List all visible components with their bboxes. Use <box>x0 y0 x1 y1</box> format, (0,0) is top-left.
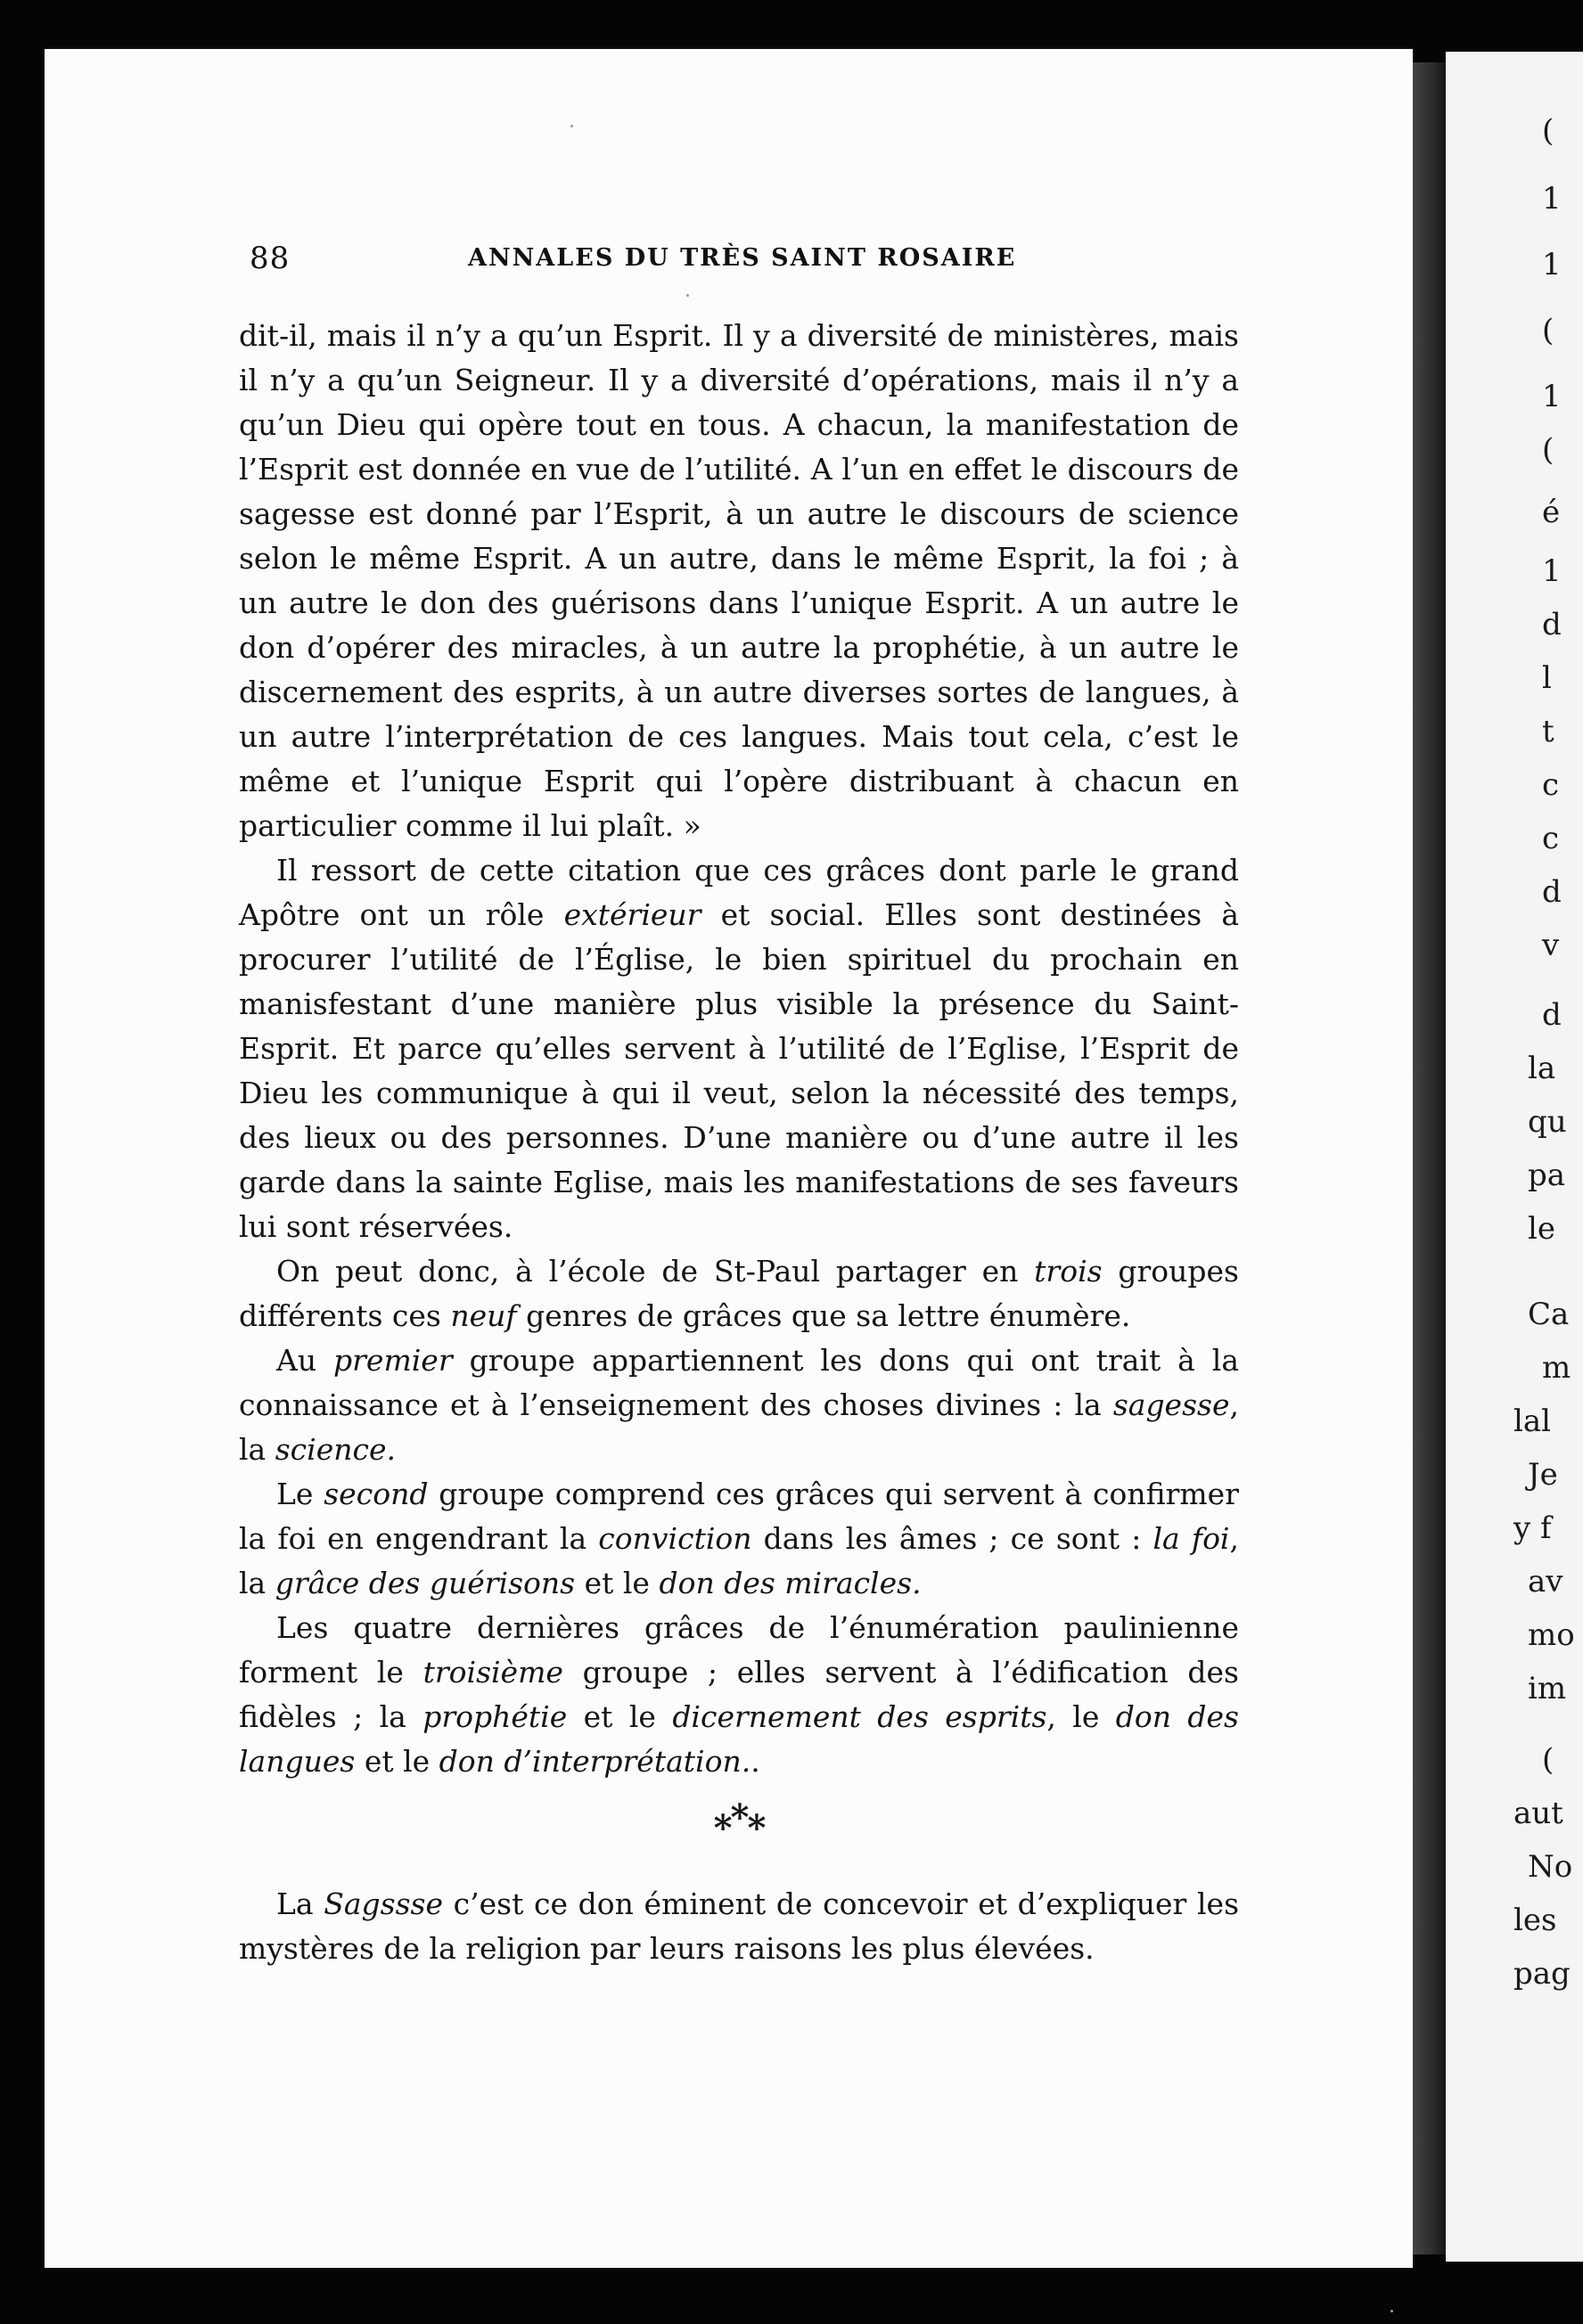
facing-page-fragment: 1 <box>1542 247 1562 282</box>
running-title: ANNALES DU TRÈS SAINT ROSAIRE <box>468 244 1017 272</box>
text-segment: et le <box>567 1699 673 1734</box>
italic-text: la foi <box>1152 1521 1230 1556</box>
facing-page-fragment: 1 <box>1542 553 1562 589</box>
facing-page-fragment: d <box>1542 997 1562 1033</box>
paragraph <box>239 848 1239 1249</box>
italic-text: dicernement des esprits <box>672 1699 1047 1734</box>
text-segment: genres de grâces que sa lettre énumère. <box>516 1298 1131 1333</box>
facing-page-fragment: ( <box>1542 113 1554 149</box>
text-segment: dit-il, mais il n’y a qu’un Esprit. Il y a diversité de ministères, mais il n’y a qu’un Seigneur. Il y a diversité d’opérations, mais il n’y a qu’un Dieu qui opère tout en tous. A chacun, la manifestation de l’Esprit est donnée en vue de l’utilité. A l’un en effet le discours de sagesse est donné par l’Esprit, à un autre le discours de science selon le même Esprit. A un autre, dans le même Esprit, la foi ; à un autre le don des guérisons dans l’unique Esprit. A un autre le don d’opérer des miracles, à un autre la prophétie, à un autre le discernement des esprits, à un autre diverses sortes de langues, à un autre l’interprétation de ces langues. Mais tout cela, c’est le même et l’unique Esprit qui l’opère distribuant à chacun en particulier comme il lui plaît. » <box>239 318 1239 843</box>
facing-page-fragment: lal <box>1513 1403 1552 1439</box>
facing-page-fragment: t <box>1542 714 1554 749</box>
facing-page-fragment: mo <box>1528 1617 1575 1653</box>
facing-page-edge <box>1446 52 1583 2262</box>
page-number: 88 <box>250 241 291 276</box>
italic-text: don des langues <box>239 1699 1239 1779</box>
text-segment: . <box>750 1744 760 1779</box>
italic-text: conviction <box>598 1521 752 1556</box>
italic-text: extérieur <box>563 897 701 932</box>
facing-page-fragment: d <box>1542 607 1562 642</box>
facing-page-fragment: av <box>1528 1564 1563 1600</box>
paragraph-list <box>239 314 1239 1784</box>
facing-page-fragment: la <box>1528 1051 1556 1086</box>
italic-text: don des miracles. <box>659 1566 922 1600</box>
italic-text: prophétie <box>422 1699 568 1734</box>
body-text <box>239 314 1239 1971</box>
text-segment: La <box>276 1886 324 1921</box>
text-segment: Les quatre dernières grâces de l’énumération paulinienne forment le <box>239 1610 1239 1690</box>
final-paragraph <box>239 1882 1239 1971</box>
italic-text: sagesse <box>1112 1387 1230 1422</box>
italic-text: second <box>324 1477 429 1511</box>
paragraph <box>239 1606 1239 1784</box>
text-segment: , le <box>1046 1699 1116 1734</box>
text-segment: Au <box>276 1343 334 1378</box>
italic-text: premier <box>333 1343 453 1378</box>
facing-page-fragment: qu <box>1528 1104 1567 1140</box>
italic-text: trois <box>1034 1254 1103 1289</box>
text-segment: groupes différents ces <box>239 1254 1239 1333</box>
text-segment: et le <box>575 1566 660 1600</box>
facing-page-fragment: l <box>1542 660 1552 696</box>
binding-gutter <box>1413 62 1448 2254</box>
text-segment: groupe appartiennent les dons qui ont trait à la connaissance et à l’enseignement des choses divines : la <box>239 1343 1239 1422</box>
text-segment: Il ressort de cette citation que ces grâces dont parle le grand Apôtre ont un rôle <box>239 853 1239 932</box>
facing-page-fragment: le <box>1528 1211 1555 1247</box>
facing-page-fragment: é <box>1542 495 1561 530</box>
facing-page-fragment: No <box>1528 1849 1573 1885</box>
text-segment: et le <box>355 1744 439 1779</box>
italic-text: science. <box>275 1432 396 1467</box>
text-segment: c’est ce don éminent de concevoir et d’expliquer les mystères de la religion par leurs raisons les plus élevées. <box>239 1886 1239 1966</box>
facing-page-fragment: im <box>1528 1671 1567 1706</box>
paragraph <box>239 1472 1239 1606</box>
facing-page-fragment: d <box>1542 874 1562 910</box>
facing-page-fragment: c <box>1542 767 1560 803</box>
italic-text: grâce des guérisons <box>275 1566 576 1600</box>
italic-text: Sagssse <box>324 1886 443 1921</box>
facing-page-fragment: pa <box>1528 1158 1566 1193</box>
text-segment: dans les âmes ; ce sont : <box>751 1521 1153 1556</box>
italic-text: neuf <box>450 1298 517 1333</box>
facing-page-fragment: les <box>1513 1903 1557 1938</box>
asterism-star-left: * <box>713 1807 731 1849</box>
paragraph <box>239 1882 1239 1971</box>
text-segment: Le <box>276 1477 324 1511</box>
text-segment: groupe comprend ces grâces qui servent à confirmer la foi en engendrant la <box>239 1477 1239 1556</box>
paragraph <box>239 1249 1239 1338</box>
asterism-star-middle: * <box>730 1796 748 1838</box>
asterism-star-right: * <box>747 1807 765 1849</box>
facing-page-fragment: ( <box>1542 313 1554 348</box>
facing-page-fragment: m <box>1542 1350 1571 1386</box>
paragraph <box>239 314 1239 848</box>
text-segment: , la <box>239 1521 1239 1600</box>
facing-page-fragment: Je <box>1528 1457 1558 1493</box>
text-segment: et social. Elles sont destinées à procurer l’utilité de l’Église, le bien spirituel du prochain en manisfestant d’une manière plus visible la présence du Saint-Esprit. Et parce qu’elles servent à l’utilité de l’Eglise, l’Esprit de Dieu les communique à qui il veut, selon la nécessité des temps, des lieux ou des personnes. D’une manière ou d’une autre il les garde dans la sainte Eglise, mais les manifestations de ses faveurs lui sont réservées. <box>239 897 1239 1244</box>
facing-page-fragment: 1 <box>1542 181 1562 217</box>
facing-page-fragment: aut <box>1513 1796 1563 1831</box>
paragraph <box>239 1338 1239 1472</box>
facing-page-fragment: ( <box>1542 1742 1554 1778</box>
italic-text: don d’interprétation. <box>439 1744 751 1779</box>
italic-text: troisième <box>422 1655 563 1690</box>
text-segment: , la <box>239 1387 1239 1467</box>
facing-page-fragment: pag <box>1513 1956 1571 1992</box>
facing-page-fragment: c <box>1542 821 1560 856</box>
asterism-ornament <box>239 1784 1239 1882</box>
facing-page-fragment: v <box>1542 928 1560 963</box>
facing-page-fragment: ( <box>1542 432 1554 468</box>
text-segment: On peut donc, à l’école de St-Paul partager en <box>276 1254 1035 1289</box>
page-header <box>241 241 1239 276</box>
facing-page-fragment: Ca <box>1528 1297 1570 1332</box>
facing-page-fragment: y f <box>1513 1510 1552 1546</box>
text-segment: groupe ; elles servent à l’édification des fidèles ; la <box>239 1655 1239 1734</box>
facing-page-fragment: 1 <box>1542 379 1562 414</box>
